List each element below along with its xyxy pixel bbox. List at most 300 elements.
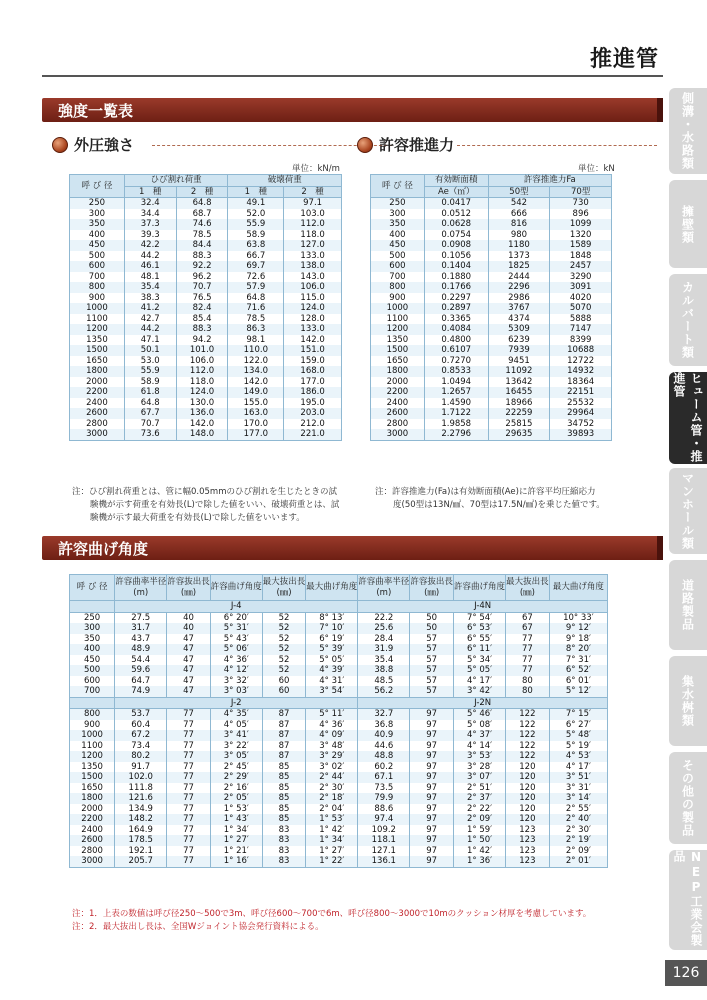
value-cell: 3° 29′ (306, 751, 358, 762)
value-cell: 67 (506, 623, 550, 634)
nominal-diameter-cell: 400 (371, 230, 425, 241)
value-cell: 4° 39′ (306, 665, 358, 676)
value-cell: 2° 29′ (210, 772, 262, 783)
table-row (70, 612, 608, 623)
value-cell: 980 (488, 230, 550, 241)
value-cell: 122 (506, 720, 550, 731)
value-cell: 2° 40′ (549, 814, 607, 825)
value-cell: 2986 (488, 293, 550, 304)
value-cell: 44.2 (124, 324, 176, 335)
nominal-diameter-cell: 2000 (371, 377, 425, 388)
nominal-diameter-cell: 900 (70, 293, 125, 304)
value-cell: 48.1 (124, 272, 176, 283)
value-cell: 1° 27′ (210, 835, 262, 846)
value-cell: 13642 (488, 377, 550, 388)
value-cell: 142.0 (228, 377, 284, 388)
nominal-diameter-cell: 1200 (70, 324, 125, 335)
nominal-diameter-cell: 3000 (70, 856, 115, 867)
table-row (70, 793, 608, 804)
value-cell: 5° 05′ (306, 655, 358, 666)
header-class1: 1 種 (228, 186, 284, 198)
value-cell: 8399 (550, 335, 612, 346)
value-cell: 87 (262, 730, 306, 741)
nominal-diameter-cell: 250 (70, 612, 115, 623)
value-cell: 48.5 (358, 676, 410, 687)
table-row (371, 366, 612, 377)
table-row (70, 623, 608, 634)
value-cell: 83 (262, 825, 306, 836)
value-cell: 112.0 (176, 366, 228, 377)
nominal-diameter-cell: 250 (371, 198, 425, 209)
value-cell: 0.4084 (424, 324, 488, 335)
header-maxpull-unit: (㎜) (276, 587, 292, 598)
nominal-diameter-cell: 1500 (70, 345, 125, 356)
value-cell: 127.0 (284, 240, 342, 251)
value-cell: 54.4 (115, 655, 167, 666)
value-cell: 91.7 (115, 762, 167, 773)
side-tab[interactable]: 道路製品 (669, 560, 707, 650)
value-cell: 4° 36′ (210, 655, 262, 666)
value-cell: 52 (262, 623, 306, 634)
side-tab[interactable]: マンホール類 (669, 468, 707, 554)
value-cell: 134.9 (115, 804, 167, 815)
value-cell: 1° 53′ (306, 814, 358, 825)
table-row (371, 240, 612, 251)
nominal-diameter-cell: 1800 (70, 793, 115, 804)
value-cell: 29635 (488, 429, 550, 440)
value-cell: 94.2 (176, 335, 228, 346)
table-row (70, 219, 342, 230)
value-cell: 57.9 (228, 282, 284, 293)
value-cell: 5° 34′ (454, 655, 506, 666)
nominal-diameter-cell: 1100 (70, 314, 125, 325)
value-cell: 77 (167, 762, 211, 773)
value-cell: 2457 (550, 261, 612, 272)
value-cell: 7° 54′ (454, 612, 506, 623)
nominal-diameter-cell: 2600 (70, 835, 115, 846)
table-row (70, 772, 608, 783)
value-cell: 122.0 (228, 356, 284, 367)
value-cell: 122 (506, 730, 550, 741)
header-break: 破壊荷重 (228, 175, 342, 187)
table-row (371, 303, 612, 314)
value-cell: 1099 (550, 219, 612, 230)
header-radius-label: 許容曲率半径 (115, 577, 167, 587)
value-cell: 103.0 (284, 209, 342, 220)
value-cell: 97 (410, 762, 454, 773)
table-row (70, 324, 342, 335)
thrust-table (370, 174, 612, 441)
page-number: 126 (665, 960, 707, 986)
header-maxpull-label: 最大抜出長 (506, 577, 549, 587)
value-cell: 77 (167, 835, 211, 846)
value-cell: 85.4 (176, 314, 228, 325)
value-cell: 18966 (488, 398, 550, 409)
value-cell: 124.0 (284, 303, 342, 314)
value-cell: 12722 (550, 356, 612, 367)
side-tab[interactable]: ヒューム管・推進管 (669, 372, 707, 464)
value-cell: 97 (410, 709, 454, 720)
table-row (371, 377, 612, 388)
header-class2: 2 種 (176, 186, 228, 198)
value-cell: 57 (410, 676, 454, 687)
value-cell: 74.9 (115, 686, 167, 697)
value-cell: 66.7 (228, 251, 284, 262)
value-cell: 106.0 (284, 282, 342, 293)
value-cell: 97 (410, 751, 454, 762)
nominal-diameter-cell: 250 (70, 198, 125, 209)
value-cell: 1° 50′ (454, 835, 506, 846)
group-blank-cell (70, 697, 115, 709)
value-cell: 92.2 (176, 261, 228, 272)
header-maxpull-unit: (㎜) (519, 587, 535, 598)
value-cell: 0.4800 (424, 335, 488, 346)
value-cell: 77 (167, 814, 211, 825)
page-title: 推進管 (589, 47, 659, 72)
value-cell: 67.7 (124, 408, 176, 419)
value-cell: 0.7270 (424, 356, 488, 367)
value-cell: 168.0 (284, 366, 342, 377)
value-cell: 1° 34′ (306, 835, 358, 846)
table-row (371, 408, 612, 419)
value-cell: 2° 04′ (306, 804, 358, 815)
value-cell: 97 (410, 856, 454, 867)
thrust-note-line: 注：許容推進力(Fa)は有効断面積(Ae)に許容平均圧縮応力 (375, 487, 596, 497)
nominal-diameter-cell: 350 (70, 219, 125, 230)
value-cell: 5° 08′ (454, 720, 506, 731)
value-cell: 102.0 (115, 772, 167, 783)
value-cell: 1.4590 (424, 398, 488, 409)
table-row (70, 408, 342, 419)
nominal-diameter-cell: 400 (70, 644, 115, 655)
header-class2: 2 種 (284, 186, 342, 198)
nominal-diameter-cell: 1650 (70, 783, 115, 794)
value-cell: 32.4 (124, 198, 176, 209)
nominal-diameter-cell: 2000 (70, 377, 125, 388)
value-cell: 4° 35′ (210, 709, 262, 720)
side-tab[interactable]: カルバート類 (669, 274, 707, 366)
value-cell: 9° 18′ (549, 634, 607, 645)
table-row (371, 324, 612, 335)
nominal-diameter-cell: 450 (371, 240, 425, 251)
value-cell: 8° 20′ (549, 644, 607, 655)
value-cell: 1.9858 (424, 419, 488, 430)
value-cell: 0.0628 (424, 219, 488, 230)
header-pull (410, 575, 454, 601)
table-row (70, 644, 608, 655)
value-cell: 27.5 (115, 612, 167, 623)
nominal-diameter-cell: 1350 (70, 762, 115, 773)
value-cell: 88.6 (358, 804, 410, 815)
side-tab[interactable]: NEP工業会製品 (669, 850, 707, 950)
value-cell: 1° 53′ (210, 804, 262, 815)
value-cell: 72.6 (228, 272, 284, 283)
nominal-diameter-cell: 1100 (70, 741, 115, 752)
value-cell: 4° 14′ (454, 741, 506, 752)
value-cell: 6° 11′ (454, 644, 506, 655)
table-row (70, 314, 342, 325)
value-cell: 2° 55′ (549, 804, 607, 815)
crush-table (69, 174, 342, 441)
side-tab[interactable]: 側溝・水路類 (669, 88, 707, 174)
value-cell: 85 (262, 783, 306, 794)
value-cell: 57 (410, 665, 454, 676)
table-row (371, 398, 612, 409)
value-cell: 41.2 (124, 303, 176, 314)
value-cell: 97 (410, 835, 454, 846)
table-row (371, 261, 612, 272)
value-cell: 73.6 (124, 429, 176, 440)
value-cell: 67.2 (115, 730, 167, 741)
value-cell: 56.2 (358, 686, 410, 697)
side-tab[interactable]: その他の製品 (669, 752, 707, 844)
header-pull-unit: (㎜) (180, 587, 197, 598)
value-cell: 97 (410, 772, 454, 783)
value-cell: 59.6 (115, 665, 167, 676)
value-cell: 1° 34′ (210, 825, 262, 836)
side-tab[interactable]: 集水桝類 (669, 656, 707, 746)
nominal-diameter-cell: 2400 (70, 825, 115, 836)
value-cell: 5° 48′ (549, 730, 607, 741)
value-cell: 77 (167, 720, 211, 731)
table-row (70, 730, 608, 741)
value-cell: 111.8 (115, 783, 167, 794)
value-cell: 53.7 (115, 709, 167, 720)
value-cell: 97 (410, 793, 454, 804)
value-cell: 5309 (488, 324, 550, 335)
bullet-icon (52, 137, 68, 153)
value-cell: 39.3 (124, 230, 176, 241)
value-cell: 79.9 (358, 793, 410, 804)
value-cell: 58.9 (124, 377, 176, 388)
value-cell: 97.1 (284, 198, 342, 209)
value-cell: 6° 20′ (210, 612, 262, 623)
bend-note-line: 注：1．上表の数値は呼び径250～500で3m、呼び径600～700で6m、呼び径800～3000で10mのクッション材厚を考慮しています。 (72, 909, 592, 919)
value-cell: 1° 16′ (210, 856, 262, 867)
value-cell: 67 (506, 612, 550, 623)
value-cell: 4° 09′ (306, 730, 358, 741)
value-cell: 29964 (550, 408, 612, 419)
header-angle: 許容曲げ角度 (210, 575, 262, 601)
value-cell: 221.0 (284, 429, 342, 440)
value-cell: 73.5 (358, 783, 410, 794)
value-cell: 1320 (550, 230, 612, 241)
table-row (70, 240, 342, 251)
joint-type-label: J-4 (115, 601, 358, 613)
bend-note (72, 908, 591, 934)
value-cell: 80 (506, 676, 550, 687)
value-cell: 1° 22′ (306, 856, 358, 867)
value-cell: 5° 43′ (210, 634, 262, 645)
value-cell: 77 (167, 793, 211, 804)
group-row (70, 697, 608, 709)
value-cell: 48.8 (358, 751, 410, 762)
value-cell: 73.4 (115, 741, 167, 752)
value-cell: 133.0 (284, 324, 342, 335)
value-cell: 61.8 (124, 387, 176, 398)
value-cell: 177.0 (284, 377, 342, 388)
value-cell: 6° 52′ (549, 665, 607, 676)
value-cell: 60 (262, 676, 306, 687)
value-cell: 64.8 (124, 398, 176, 409)
thrust-heading (357, 134, 454, 155)
joint-type-label: J-2 (115, 697, 358, 709)
value-cell: 2° 01′ (549, 856, 607, 867)
value-cell: 1° 43′ (210, 814, 262, 825)
value-cell: 1589 (550, 240, 612, 251)
value-cell: 57 (410, 644, 454, 655)
value-cell: 1373 (488, 251, 550, 262)
header-crack: ひび割れ荷重 (124, 175, 228, 187)
value-cell: 67.1 (358, 772, 410, 783)
nominal-diameter-cell: 1650 (371, 356, 425, 367)
group-row (70, 601, 608, 613)
value-cell: 1° 36′ (454, 856, 506, 867)
table-row (70, 686, 608, 697)
value-cell: 77 (167, 741, 211, 752)
value-cell: 77 (167, 804, 211, 815)
nominal-diameter-cell: 900 (70, 720, 115, 731)
value-cell: 97 (410, 846, 454, 857)
nominal-diameter-cell: 600 (70, 261, 125, 272)
value-cell: 120 (506, 772, 550, 783)
value-cell: 71.6 (228, 303, 284, 314)
value-cell: 78.5 (228, 314, 284, 325)
table-row (70, 251, 342, 262)
value-cell: 109.2 (358, 825, 410, 836)
value-cell: 53.0 (124, 356, 176, 367)
header-maxpull (506, 575, 550, 601)
value-cell: 112.0 (284, 219, 342, 230)
nominal-diameter-cell: 2200 (70, 387, 125, 398)
value-cell: 40 (167, 623, 211, 634)
value-cell: 3° 32′ (210, 676, 262, 687)
value-cell: 127.1 (358, 846, 410, 857)
value-cell: 96.2 (176, 272, 228, 283)
value-cell: 2° 30′ (549, 825, 607, 836)
nominal-diameter-cell: 3000 (70, 429, 125, 440)
joint-type-label: J-2N (358, 697, 608, 709)
value-cell: 142.0 (284, 335, 342, 346)
value-cell: 195.0 (284, 398, 342, 409)
value-cell: 159.0 (284, 356, 342, 367)
header-class1: 1 種 (124, 186, 176, 198)
value-cell: 85 (262, 762, 306, 773)
nominal-diameter-cell: 700 (70, 686, 115, 697)
value-cell: 47 (167, 665, 211, 676)
value-cell: 2° 09′ (454, 814, 506, 825)
table-row (70, 741, 608, 752)
value-cell: 4° 17′ (549, 762, 607, 773)
value-cell: 22259 (488, 408, 550, 419)
table-row (70, 335, 342, 346)
table-row (371, 272, 612, 283)
side-tab[interactable]: 擁壁類 (669, 180, 707, 268)
nominal-diameter-cell: 2800 (70, 846, 115, 857)
value-cell: 47.1 (124, 335, 176, 346)
value-cell: 0.1766 (424, 282, 488, 293)
value-cell: 47 (167, 686, 211, 697)
value-cell: 35.4 (358, 655, 410, 666)
value-cell: 1° 21′ (210, 846, 262, 857)
value-cell: 178.5 (115, 835, 167, 846)
value-cell: 164.9 (115, 825, 167, 836)
value-cell: 52 (262, 612, 306, 623)
value-cell: 2° 30′ (306, 783, 358, 794)
value-cell: 9451 (488, 356, 550, 367)
table-row (70, 261, 342, 272)
value-cell: 77 (167, 772, 211, 783)
nominal-diameter-cell: 2200 (70, 814, 115, 825)
value-cell: 74.6 (176, 219, 228, 230)
value-cell: 9° 12′ (549, 623, 607, 634)
header-maxangle: 最大曲げ角度 (549, 575, 607, 601)
value-cell: 77 (167, 730, 211, 741)
value-cell: 1.2657 (424, 387, 488, 398)
value-cell: 3° 51′ (549, 772, 607, 783)
nominal-diameter-cell: 1350 (70, 335, 125, 346)
value-cell: 5° 31′ (210, 623, 262, 634)
table-row (70, 814, 608, 825)
group-blank-cell (70, 601, 115, 613)
nominal-diameter-cell: 400 (70, 230, 125, 241)
nominal-diameter-cell: 700 (371, 272, 425, 283)
value-cell: 666 (488, 209, 550, 220)
value-cell: 1.7122 (424, 408, 488, 419)
value-cell: 50 (410, 623, 454, 634)
value-cell: 77 (167, 783, 211, 794)
table-row (70, 282, 342, 293)
header-type50: 50型 (488, 186, 550, 198)
header-radius-unit: (m) (376, 587, 392, 598)
thrust-note-line: 度(50型は13N/㎟、70型は17.5N/㎟)を乗じた値です。 (393, 500, 605, 510)
table-row (70, 377, 342, 388)
value-cell: 77 (167, 846, 211, 857)
value-cell: 57 (410, 686, 454, 697)
value-cell: 77 (506, 634, 550, 645)
value-cell: 87 (262, 751, 306, 762)
value-cell: 60 (262, 686, 306, 697)
value-cell: 35.4 (124, 282, 176, 293)
value-cell: 151.0 (284, 345, 342, 356)
value-cell: 3° 42′ (454, 686, 506, 697)
value-cell: 0.0512 (424, 209, 488, 220)
value-cell: 896 (550, 209, 612, 220)
value-cell: 6° 27′ (549, 720, 607, 731)
nominal-diameter-cell: 600 (371, 261, 425, 272)
value-cell: 25532 (550, 398, 612, 409)
value-cell: 14932 (550, 366, 612, 377)
value-cell: 4° 31′ (306, 676, 358, 687)
section-bar-bending: 許容曲げ角度 (42, 536, 663, 560)
value-cell: 87 (262, 741, 306, 752)
header-radius (115, 575, 167, 601)
value-cell: 18364 (550, 377, 612, 388)
value-cell: 120 (506, 804, 550, 815)
thrust-title: 許容推進力 (379, 136, 455, 154)
value-cell: 5070 (550, 303, 612, 314)
table-row (70, 303, 342, 314)
nominal-diameter-cell: 3000 (371, 429, 425, 440)
value-cell: 70.7 (176, 282, 228, 293)
value-cell: 2.2796 (424, 429, 488, 440)
value-cell: 2° 22′ (454, 804, 506, 815)
nominal-diameter-cell: 1800 (371, 366, 425, 377)
value-cell: 3° 05′ (210, 751, 262, 762)
value-cell: 1° 42′ (454, 846, 506, 857)
nominal-diameter-cell: 300 (70, 623, 115, 634)
table-row (70, 835, 608, 846)
